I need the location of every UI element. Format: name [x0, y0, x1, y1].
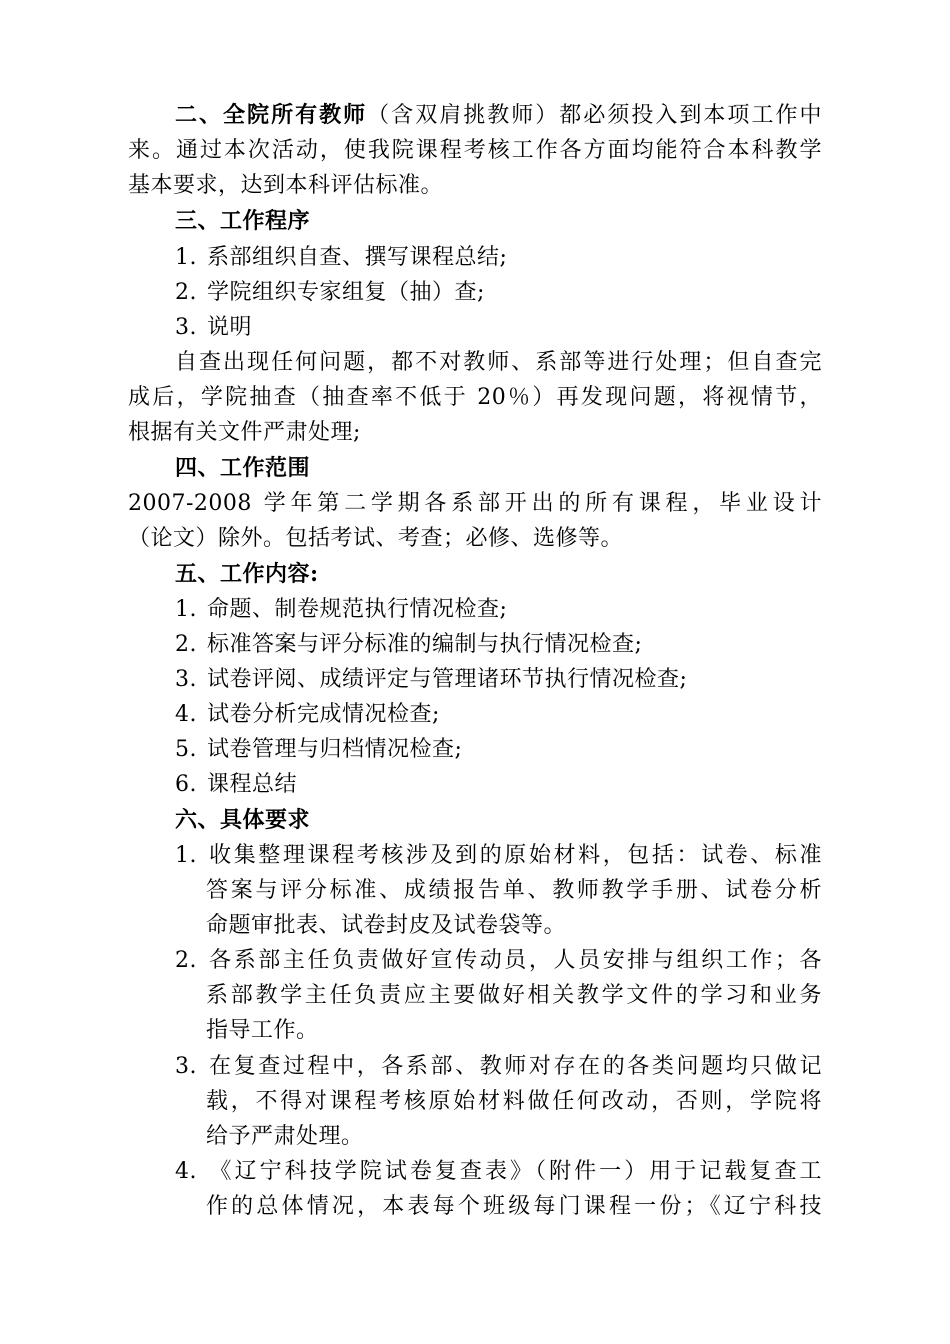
item-number: 3.: [175, 667, 197, 692]
section6-item-2-line2: 系部教学主任负责应主要做好相关教学文件的学习和业务: [206, 983, 822, 1008]
section5-item-5: [175, 732, 822, 767]
section6-item-3-line1: [175, 1049, 822, 1084]
item-text: 《辽宁科技学院试卷复查表》（附件一）用于记载复查工: [207, 1159, 822, 1184]
item-text: 课程总结: [207, 772, 298, 797]
section2-line3: 基本要求，达到本科评估标准。: [128, 173, 444, 198]
section6-heading: 六、具体要求: [175, 807, 311, 833]
item-text: 收集整理课程考核涉及到的原始材料，包括：试卷、标准: [207, 843, 822, 868]
item-text: 在复查过程中，各系部、教师对存在的各类问题均只做记: [207, 1054, 822, 1079]
item-number: 3.: [175, 315, 197, 340]
section3-note-line2: 成后，学院抽查（抽查率不低于 20％）再发现问题，将视情节，: [128, 385, 822, 410]
section6-item-4-line2: 作的总体情况，本表每个班级每门课程一份；《辽宁科技: [206, 1194, 822, 1219]
section5-item-1: [175, 592, 822, 627]
item-number: 6.: [175, 772, 197, 797]
item-text: 试卷评阅、成绩评定与管理诸环节执行情况检查;: [207, 667, 688, 692]
section2-line1-text: （含双肩挑教师）都必须投入到本项工作中: [367, 103, 822, 128]
section5-item-3: [175, 662, 822, 697]
section4-line2: （论文）除外。包括考试、考查；必修、选修等。: [128, 526, 624, 551]
section5-item-6: [175, 767, 822, 802]
section6-item-3-line2: 载，不得对课程考核原始材料做任何改动，否则，学院将: [206, 1089, 822, 1114]
item-number: 2.: [175, 948, 197, 973]
section3-heading: 三、工作程序: [175, 208, 311, 234]
section2-line2: 来。通过本次活动，使我院课程考核工作各方面均能符合本科教学: [128, 138, 822, 163]
section6-item-2-line3: 指导工作。: [206, 1018, 319, 1043]
item-number: 5.: [175, 737, 197, 762]
section6-item-4-line1: [175, 1154, 822, 1189]
section3-note-line1: 自查出现任何问题，都不对教师、系部等进行处理；但自查完: [175, 350, 822, 375]
item-number: 3.: [175, 1054, 197, 1079]
section6-item-1-line3: 命题审批表、试卷封皮及试卷袋等。: [206, 913, 567, 938]
section3-note-line3: 根据有关文件严肃处理;: [128, 420, 361, 445]
section6-item-1-line1: [175, 838, 822, 873]
section5-item-4: [175, 697, 822, 732]
item-text: 学院组织专家组复（抽）查;: [207, 280, 485, 305]
item-number: 1.: [175, 597, 197, 622]
section4-heading: 四、工作范围: [175, 455, 311, 481]
item-text: 系部组织自查、撰写课程总结;: [207, 245, 508, 270]
section6-item-3-line3: 给予严肃处理。: [206, 1124, 364, 1149]
section6-item-1-line2: 答案与评分标准、成绩报告单、教师教学手册、试卷分析: [206, 878, 822, 903]
item-number: 2.: [175, 632, 197, 657]
item-text: 标准答案与评分标准的编制与执行情况检查;: [207, 632, 643, 657]
section3-item-3: [175, 310, 822, 345]
section2-line1: [175, 98, 822, 133]
item-number: 1.: [175, 245, 197, 270]
item-text: 试卷管理与归档情况检查;: [207, 737, 463, 762]
item-number: 4.: [175, 702, 197, 727]
item-number: 2.: [175, 280, 197, 305]
section3-item-2: [175, 275, 822, 310]
section5-heading: 五、工作内容:: [175, 561, 319, 587]
section5-item-2: [175, 627, 822, 662]
item-text: 试卷分析完成情况检查;: [207, 702, 440, 727]
item-number: 4.: [175, 1159, 197, 1184]
item-text: 说明: [207, 315, 253, 340]
section2-bold-lead: 二、全院所有教师: [175, 102, 368, 128]
item-text: 各系部主任负责做好宣传动员，人员安排与组织工作；各: [207, 948, 822, 973]
item-number: 1.: [175, 843, 197, 868]
section6-item-2-line1: [175, 943, 822, 978]
section3-item-1: [175, 240, 822, 275]
section4-line1: 2007-2008 学年第二学期各系部开出的所有课程，毕业设计: [128, 491, 822, 516]
item-text: 命题、制卷规范执行情况检查;: [207, 597, 508, 622]
